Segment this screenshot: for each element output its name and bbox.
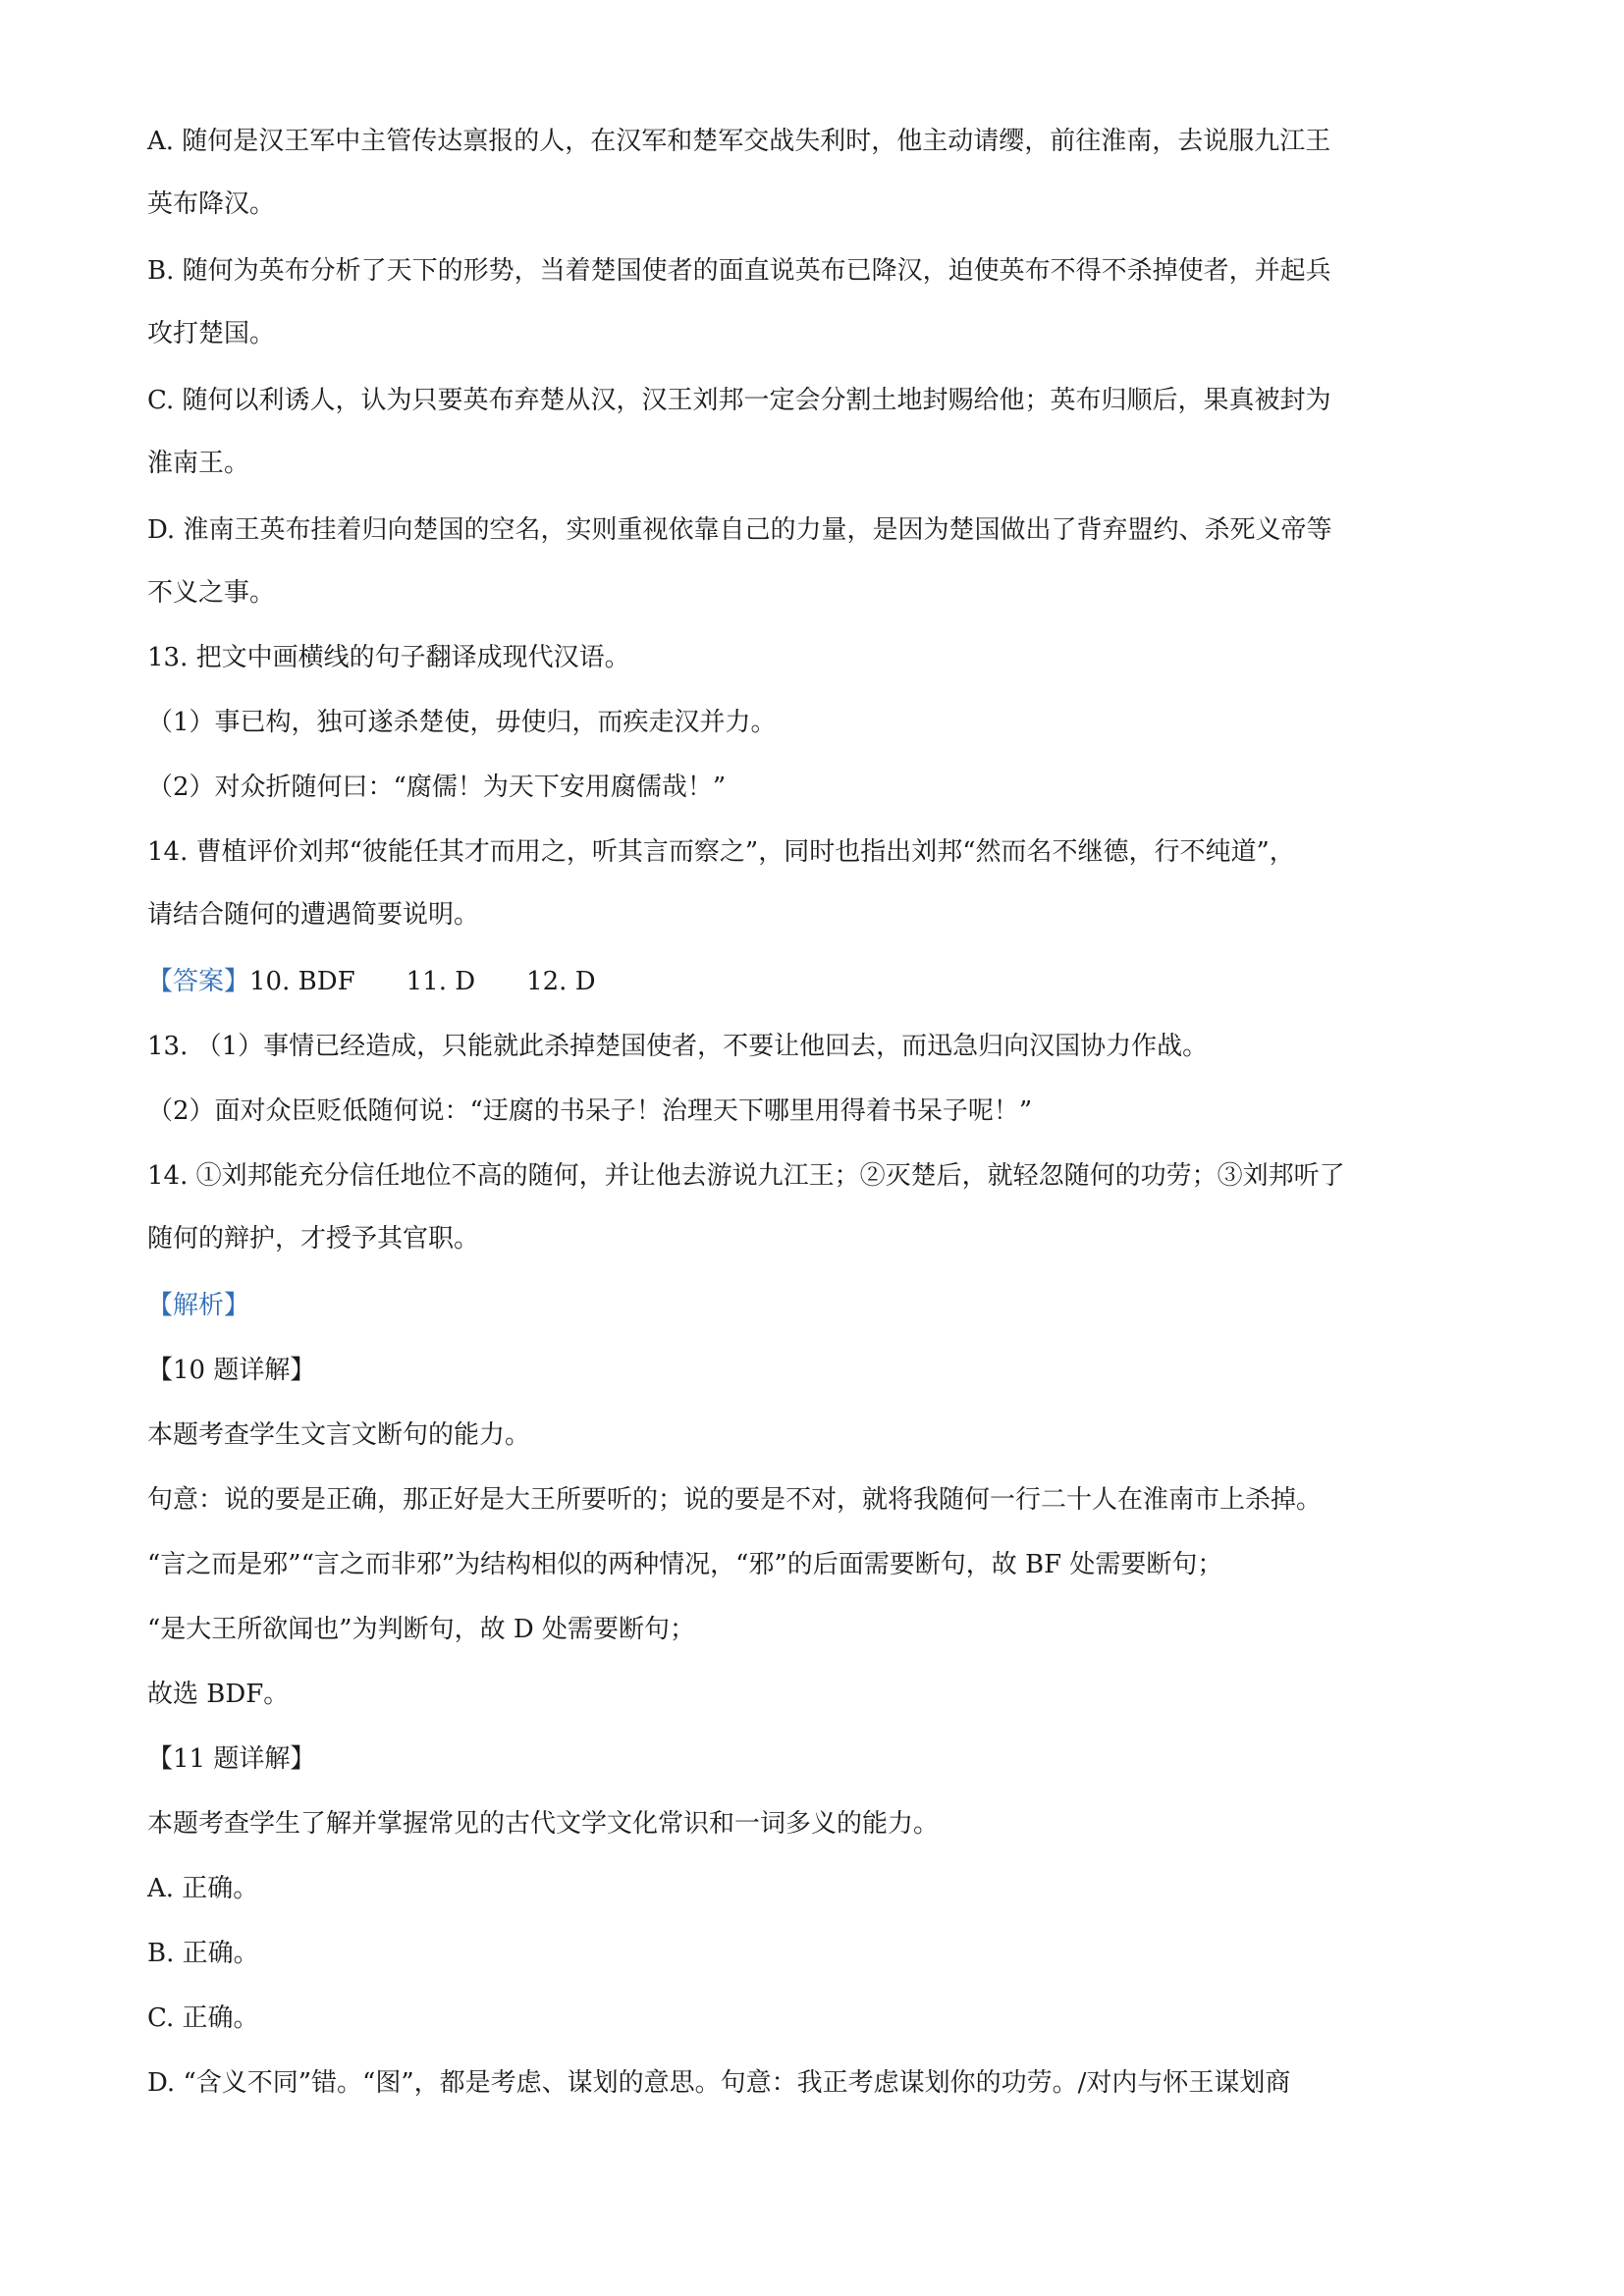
- line-text: 攻打楚国。: [147, 319, 276, 348]
- text-line: [147, 1031, 1208, 1062]
- text-line: [147, 1873, 258, 1904]
- line-text: D. “含义不同”错。“图”，都是考虑、谋划的意思。句意：我正考虑谋划你的功劳。/对内与怀王谋划商: [147, 2068, 1291, 2098]
- text-line: [147, 1419, 530, 1451]
- text-line: [147, 385, 1331, 416]
- text-line: [147, 1160, 1345, 1192]
- line-text: D. 淮南王英布挂着归向楚国的空名，实则重视依靠自己的力量，是因为楚国做出了背弃盟约、杀死义帝等: [147, 515, 1332, 545]
- line-text: （1）事已构，独可遂杀楚使，毋使归，而疾走汉并力。: [147, 708, 777, 737]
- line-text: B. 正确。: [147, 1939, 259, 1968]
- line-text: “是大王所欲闻也”为判断句，故 D 处需要断句；: [147, 1615, 695, 1644]
- text-line: [147, 577, 275, 609]
- line-text: 13. （1）事情已经造成，只能就此杀掉楚国使者，不要让他回去，而迅急归向汉国协力作战。: [147, 1032, 1209, 1061]
- line-text: 10. BDF 11. D 12. D: [249, 967, 596, 996]
- line-text: A. 正确。: [147, 1874, 259, 1903]
- line-text: （2）对众折随何曰：“腐儒！为天下安用腐儒哉！”: [147, 773, 727, 802]
- line-text: （2）面对众臣贬低随何说：“迂腐的书呆子！治理天下哪里用得着书呆子呢！”: [147, 1096, 1033, 1126]
- line-text: 14. 曹植评价刘邦“彼能任其才而用之，听其言而察之”，同时也指出刘邦“然而名不继德，行不纯道”，: [147, 837, 1295, 867]
- text-line: [147, 966, 596, 997]
- text-line: [147, 899, 479, 931]
- text-line: [147, 126, 1330, 157]
- line-text: 淮南王。: [147, 449, 250, 478]
- line-text: C. 随何以利诱人，认为只要英布弃楚从汉，汉王刘邦一定会分割土地封赐给他；英布归顺后，果真被封为: [147, 386, 1331, 415]
- text-line: [147, 1938, 259, 1969]
- line-text: C. 正确。: [147, 2003, 259, 2033]
- text-line: [147, 1614, 695, 1645]
- line-text: 13. 把文中画横线的句子翻译成现代汉语。: [147, 643, 630, 672]
- text-line: [147, 318, 275, 349]
- line-text: 请结合随何的遭遇简要说明。: [147, 900, 480, 930]
- text-line: [147, 836, 1295, 868]
- text-line: [147, 642, 630, 673]
- text-line: [147, 448, 249, 479]
- line-text: 故选 BDF。: [147, 1680, 290, 1709]
- text-line: [147, 2002, 259, 2034]
- line-text: 句意：说的要是正确，那正好是大王所要听的；说的要是不对，就将我随何一行二十人在淮南市上杀掉。: [147, 1485, 1323, 1515]
- text-line: [147, 1808, 939, 1840]
- section-marker: 【解析】: [147, 1291, 250, 1320]
- line-text: B. 随何为英布分析了天下的形势，当着楚国使者的面直说英布已降汉，迫使英布不得不杀掉使者，并起兵: [147, 256, 1331, 286]
- text-line: [147, 1549, 1222, 1580]
- line-text: 英布降汉。: [147, 189, 276, 219]
- text-line: [147, 772, 726, 803]
- text-line: [147, 255, 1331, 287]
- section-marker: 【答案】: [147, 967, 250, 996]
- line-text: 【10 题详解】: [147, 1356, 316, 1385]
- text-line: [147, 514, 1331, 546]
- line-text: 不义之事。: [147, 578, 276, 608]
- text-line: [147, 1355, 315, 1386]
- line-text: 随何的辩护，才授予其官职。: [147, 1224, 480, 1254]
- line-text: 本题考查学生了解并掌握常见的古代文学文化常识和一词多义的能力。: [147, 1809, 940, 1839]
- text-line: [147, 1679, 289, 1710]
- line-text: 【11 题详解】: [147, 1744, 316, 1774]
- line-text: A. 随何是汉王军中主管传达禀报的人，在汉军和楚军交战失利时，他主动请缨，前往淮南，去说服九江王: [147, 127, 1331, 156]
- text-line: [147, 1095, 1032, 1127]
- text-line: [147, 1223, 479, 1255]
- line-text: 本题考查学生文言文断句的能力。: [147, 1420, 531, 1450]
- text-line: [147, 1290, 249, 1321]
- line-text: “言之而是邪”“言之而非邪”为结构相似的两种情况，“邪”的后面需要断句，故 BF 处需要断句；: [147, 1550, 1223, 1579]
- line-text: 14. ①刘邦能充分信任地位不高的随何，并让他去游说九江王；②灭楚后，就轻忽随何的功劳；③刘邦听了: [147, 1161, 1345, 1191]
- text-line: [147, 707, 777, 738]
- text-line: [147, 188, 275, 220]
- text-line: [147, 1743, 315, 1775]
- text-line: [147, 2067, 1290, 2099]
- text-line: [147, 1484, 1322, 1516]
